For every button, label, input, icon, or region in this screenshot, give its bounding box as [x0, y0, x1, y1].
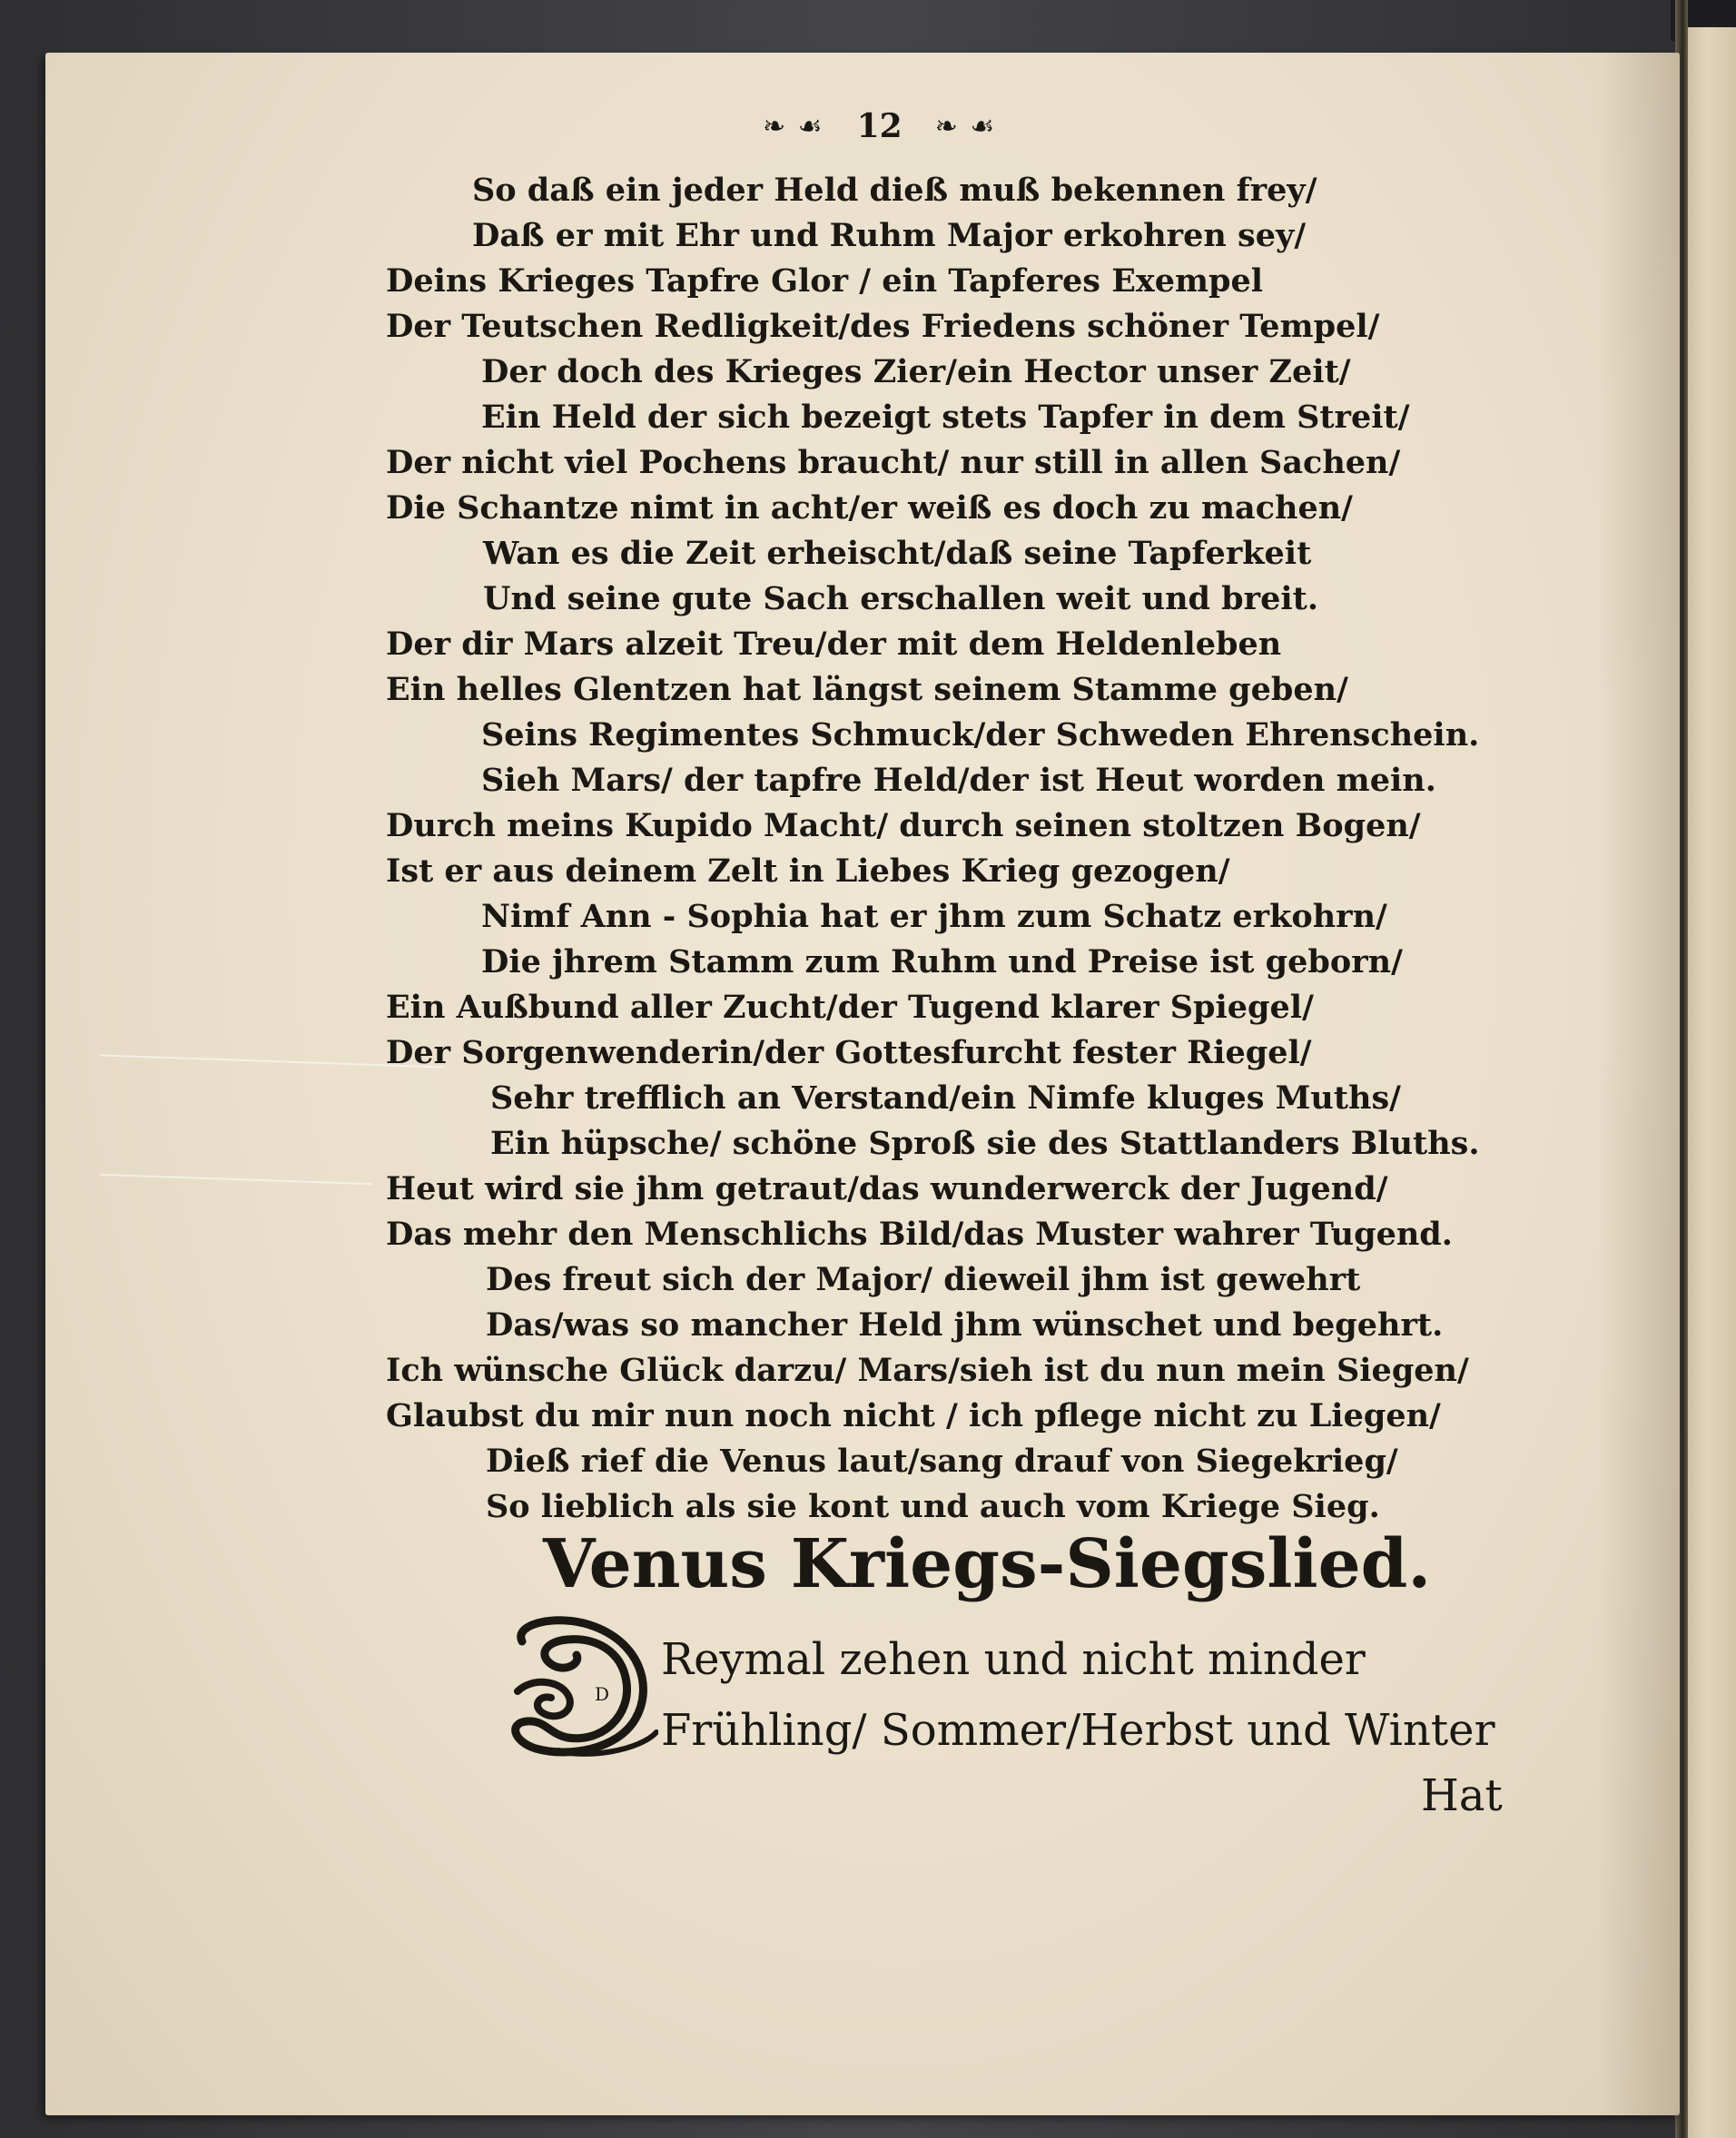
verse-line: So lieblich als sie kont und auch vom Kriege Sieg.: [486, 1488, 1380, 1525]
verse-line: Das mehr den Menschlichs Bild/das Muster wahrer Tugend.: [386, 1216, 1453, 1253]
verse-line: Ein helles Glentzen hat längst seinem Stamme geben/: [386, 671, 1348, 708]
verse-line: Der dir Mars alzeit Treu/der mit dem Heldenleben: [386, 626, 1282, 663]
song-title: Venus Kriegs-Siegslied.: [543, 1525, 1432, 1603]
verse-line: Sehr trefflich an Verstand/ein Nimfe kluges Muths/: [490, 1079, 1401, 1117]
verse-line: Daß er mit Ehr und Ruhm Major erkohren sey/: [472, 217, 1307, 254]
page-number: 12: [856, 107, 903, 145]
verse-line: Ein hüpsche/ schöne Sproß sie des Stattlanders Bluths.: [490, 1125, 1480, 1162]
verse-line: Des freut sich der Major/ dieweil jhm ist gewehrt: [486, 1261, 1361, 1298]
verse-line: Nimf Ann - Sophia hat er jhm zum Schatz erkohrn/: [481, 898, 1387, 935]
verse-line: Deins Krieges Tapfre Glor / ein Tapferes Exempel: [386, 262, 1264, 300]
verse-line: Der Sorgenwenderin/der Gottesfurcht fester Riegel/: [386, 1034, 1312, 1071]
page-header: [763, 107, 996, 145]
ornament-right-icon: ❧ ☙: [934, 110, 997, 143]
verse-line: Glaubst du mir nun noch nicht / ich pflege nicht zu Liegen/: [386, 1397, 1441, 1434]
verse-line: So daß ein jeder Held dieß muß bekennen frey/: [472, 172, 1317, 209]
verse-line: Ich wünsche Glück darzu/ Mars/sieh ist du nun mein Siegen/: [386, 1352, 1469, 1389]
song-line: Frühling/ Sommer/Herbst und Winter: [661, 1705, 1495, 1756]
verse-line: Der Teutschen Redligkeit/des Friedens schöner Tempel/: [386, 308, 1380, 345]
verse-line: Ein Held der sich bezeigt stets Tapfer in dem Streit/: [481, 399, 1410, 436]
verse-line: Der doch des Krieges Zier/ein Hector unser Zeit/: [481, 353, 1351, 390]
verse-line: Und seine gute Sach erschallen weit und breit.: [483, 580, 1318, 617]
verse-line: Heut wird sie jhm getraut/das wunderwerck der Jugend/: [386, 1170, 1388, 1207]
verse-line: Der nicht viel Pochens braucht/ nur still in allen Sachen/: [386, 444, 1401, 481]
verse-line: Wan es die Zeit erheischt/daß seine Tapferkeit: [483, 535, 1312, 572]
verse-line: Die jhrem Stamm zum Ruhm und Preise ist geborn/: [481, 943, 1403, 980]
catchword: Hat: [1421, 1770, 1503, 1821]
next-page-edge: [1684, 27, 1736, 2138]
paper-crease: [100, 1174, 372, 1185]
dropcap-letter: D: [595, 1683, 610, 1705]
drop-capital-d-icon: [504, 1614, 658, 1759]
verse-line: Durch meins Kupido Macht/ durch seinen stoltzen Bogen/: [386, 807, 1421, 844]
verse-line: Die Schantze nimt in acht/er weiß es doch zu machen/: [386, 489, 1353, 527]
verse-line: Ein Außbund aller Zucht/der Tugend klarer Spiegel/: [386, 989, 1314, 1026]
verse-line: Ist er aus deinem Zelt in Liebes Krieg gezogen/: [386, 852, 1230, 890]
verse-line: Das/was so mancher Held jhm wünschet und begehrt.: [486, 1306, 1444, 1344]
song-line: Reymal zehen und nicht minder: [661, 1634, 1366, 1685]
verse-line: Dieß rief die Venus laut/sang drauf von Siegekrieg/: [486, 1443, 1398, 1480]
verse-line: Sieh Mars/ der tapfre Held/der ist Heut worden mein.: [481, 762, 1436, 799]
verse-line: Seins Regimentes Schmuck/der Schweden Ehrenschein.: [481, 716, 1480, 754]
ornament-left-icon: ❧ ☙: [763, 110, 824, 143]
